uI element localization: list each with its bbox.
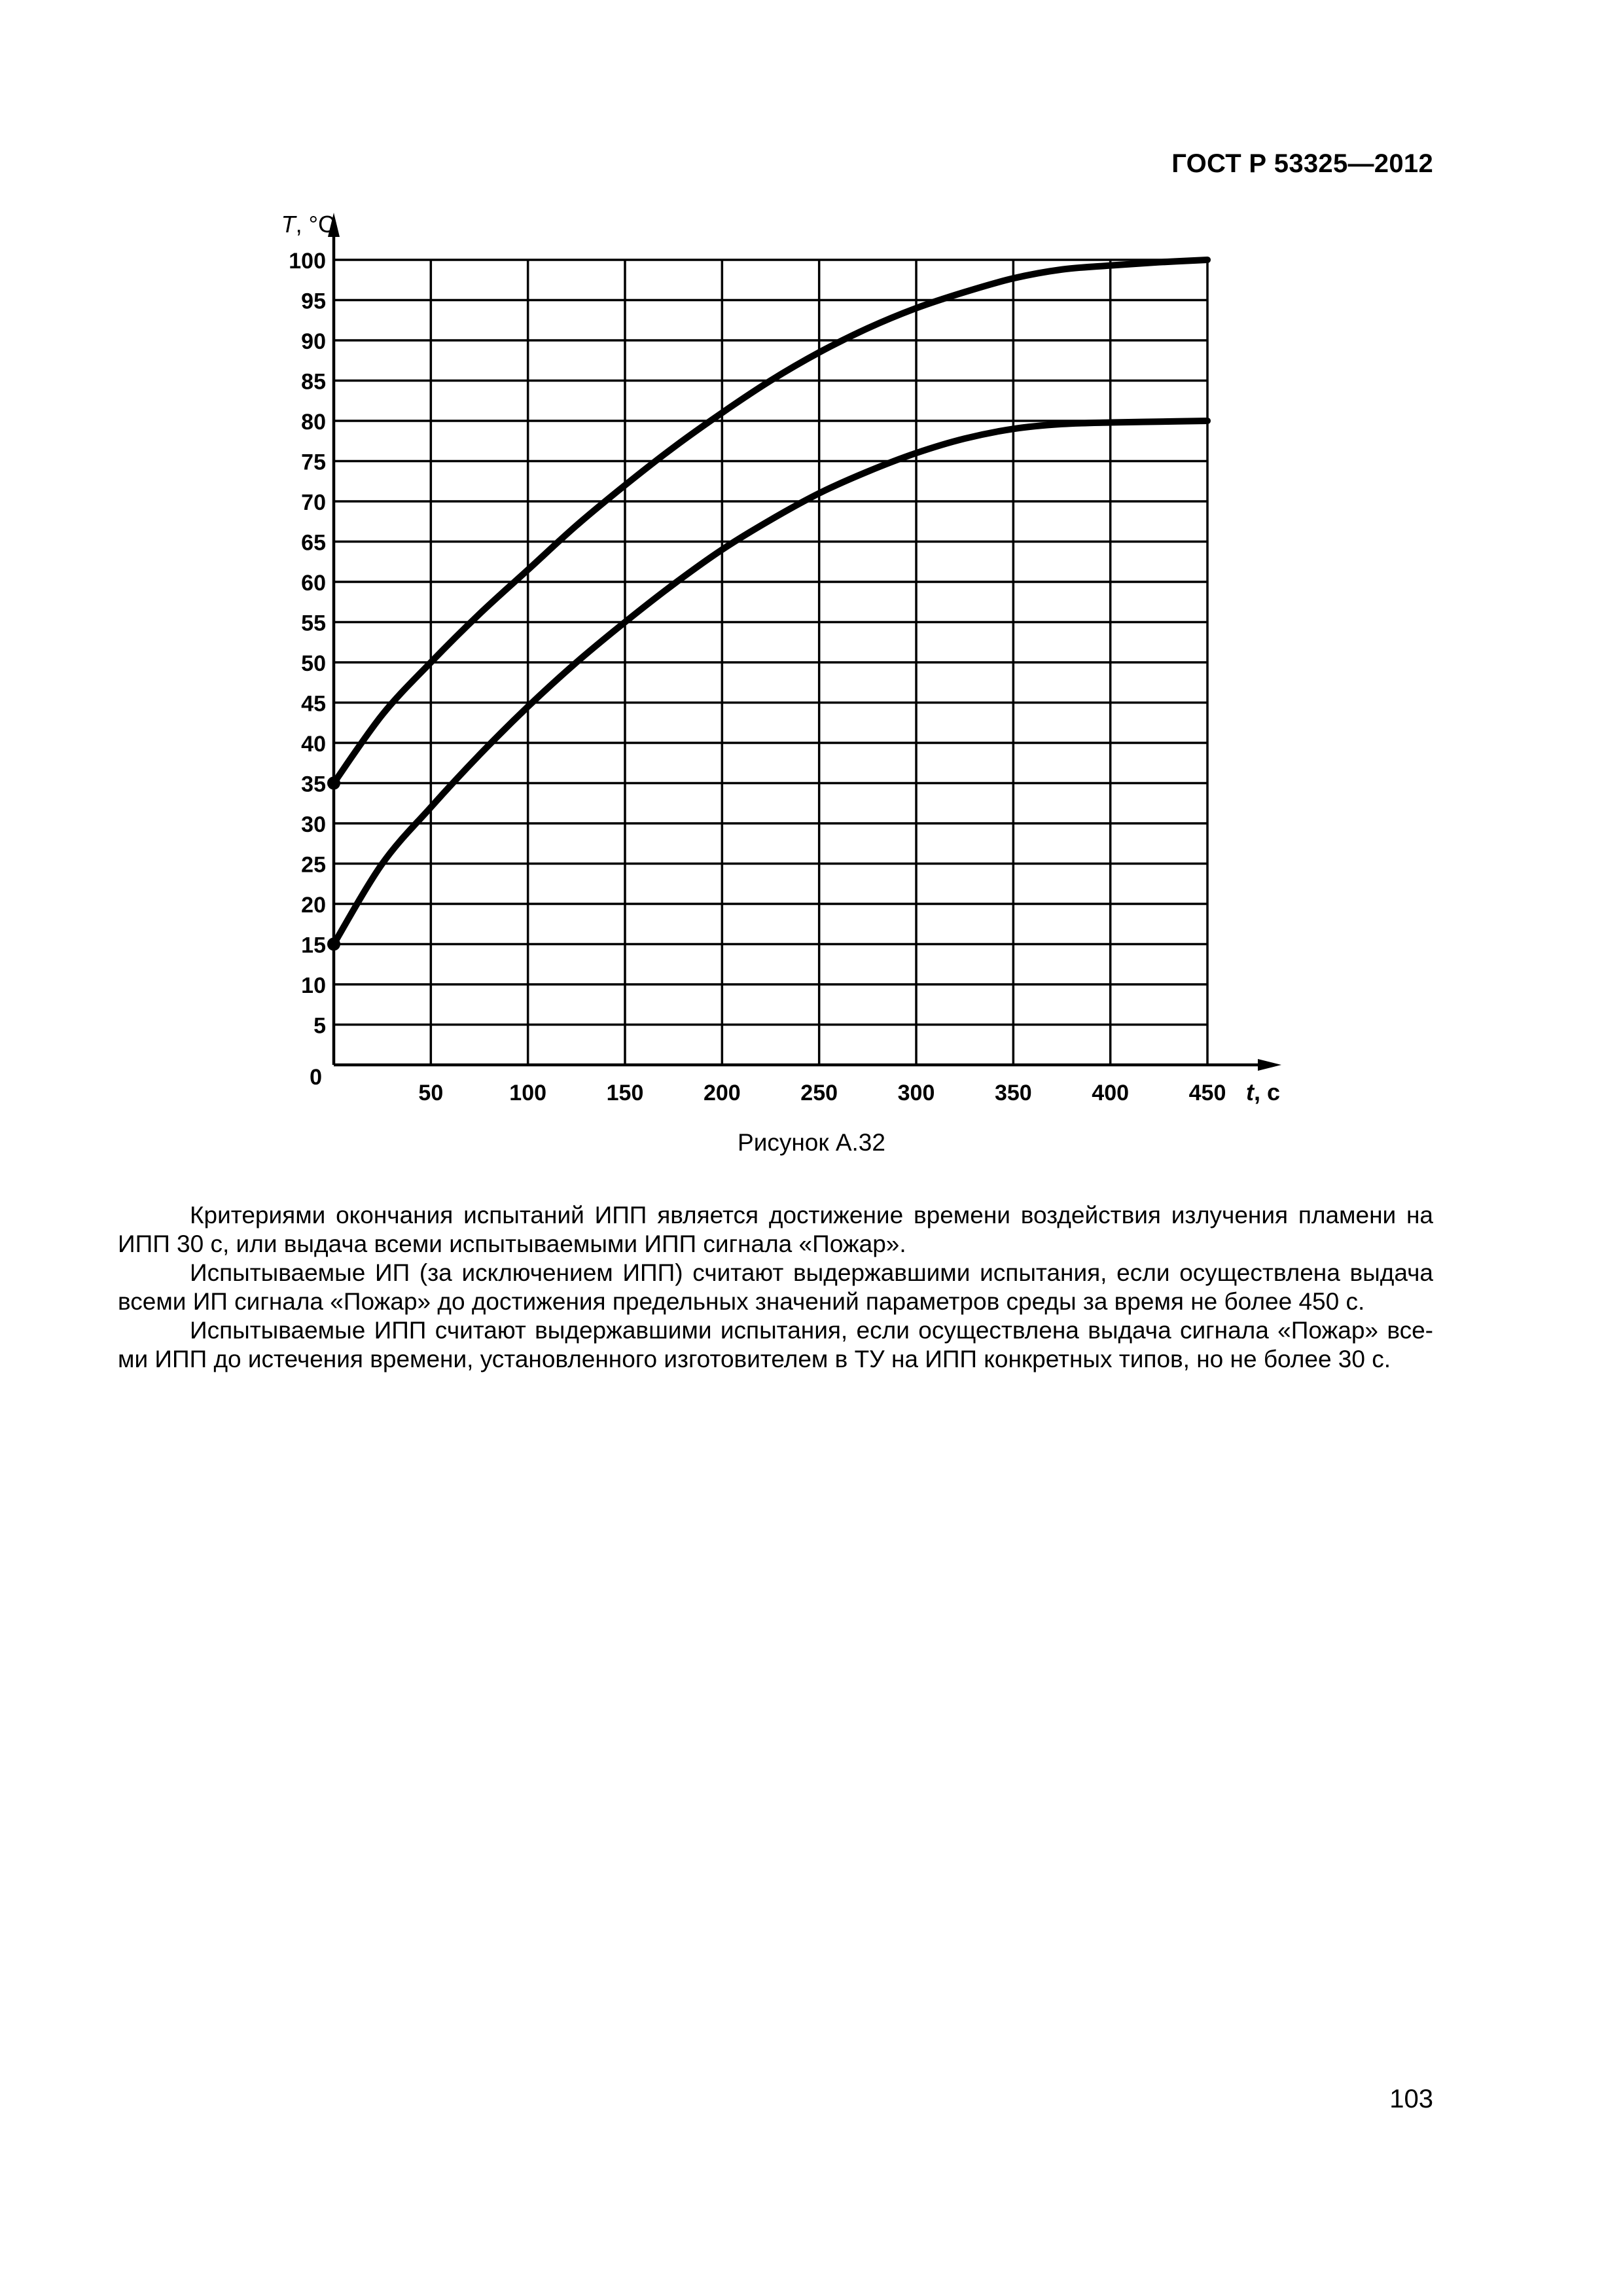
y-tick-label: 90 — [301, 329, 326, 354]
y-tick-label: 75 — [301, 450, 326, 475]
y-tick-label: 30 — [301, 812, 326, 837]
x-tick-label: 200 — [703, 1081, 741, 1105]
y-tick-label: 40 — [301, 732, 326, 757]
y-axis-label — [281, 211, 335, 238]
x-tick-label: 450 — [1188, 1081, 1226, 1105]
series-lines — [327, 260, 1207, 951]
y-tick-label: 85 — [301, 369, 326, 395]
document-header: ГОСТ Р 53325—2012 — [1171, 149, 1433, 178]
series-start-point — [327, 938, 340, 951]
y-axis-label-symbol: T — [281, 211, 296, 238]
y-tick-label: 15 — [301, 933, 326, 958]
origin-label: 0 — [310, 1065, 322, 1090]
x-tick-label: 350 — [994, 1081, 1032, 1105]
x-axis-label-unit: , c — [1254, 1079, 1281, 1105]
x-tick-label: 300 — [897, 1081, 935, 1105]
y-tick-label: 80 — [301, 410, 326, 435]
y-tick-label: 60 — [301, 571, 326, 596]
y-tick-label: 5 — [313, 1013, 326, 1039]
paragraph: Испытываемые ИП (за исключением ИПП) считают выдержавшими испытания, если осуществлена выдача всеми ИП сигнала «Пожар» до достижения предельных значений параметров среды за время не более 450 с. — [118, 1259, 1433, 1315]
chart — [0, 0, 1623, 1113]
y-tick-label: 70 — [301, 490, 326, 515]
body-text — [118, 1201, 1433, 1374]
y-tick-label: 45 — [301, 691, 326, 717]
x-tick-label: 150 — [606, 1081, 644, 1105]
y-axis-label-unit: , °C — [295, 211, 335, 238]
x-axis-arrow — [1258, 1059, 1281, 1071]
x-tick-label: 100 — [509, 1081, 547, 1105]
series-line-2 — [334, 421, 1207, 944]
tick-labels — [289, 249, 1226, 1105]
x-tick-label: 400 — [1092, 1081, 1130, 1105]
paragraph: Испытываемые ИПП считают выдержавшими испытания, если осуществлена выдача сигнала «Пожар» всеми ИПП до истечения времени, установленного изготовителем в ТУ на ИПП конкретных типов, но не более 30 с. — [118, 1317, 1433, 1372]
y-tick-label: 55 — [301, 611, 326, 636]
y-tick-label: 35 — [301, 772, 326, 797]
figure-caption: Рисунок А.32 — [738, 1129, 885, 1156]
x-tick-label: 250 — [800, 1081, 838, 1105]
series-start-point — [327, 777, 340, 790]
y-tick-label: 95 — [301, 289, 326, 314]
y-tick-label: 65 — [301, 530, 326, 556]
x-axis-label-symbol: t — [1246, 1079, 1254, 1105]
y-tick-label: 10 — [301, 973, 326, 998]
y-tick-label: 20 — [301, 893, 326, 918]
page-number: 103 — [1389, 2085, 1433, 2113]
y-tick-label: 100 — [289, 249, 326, 274]
y-tick-label: 25 — [301, 852, 326, 878]
paragraph: Критериями окончания испытаний ИПП является достижение времени воздействия излучения пламени на ИПП 30 с, или выдача всеми испытываемыми ИПП сигнала «Пожар». — [118, 1202, 1433, 1257]
x-axis-label — [1246, 1079, 1280, 1105]
y-tick-label: 50 — [301, 651, 326, 676]
x-tick-label: 50 — [418, 1081, 444, 1105]
